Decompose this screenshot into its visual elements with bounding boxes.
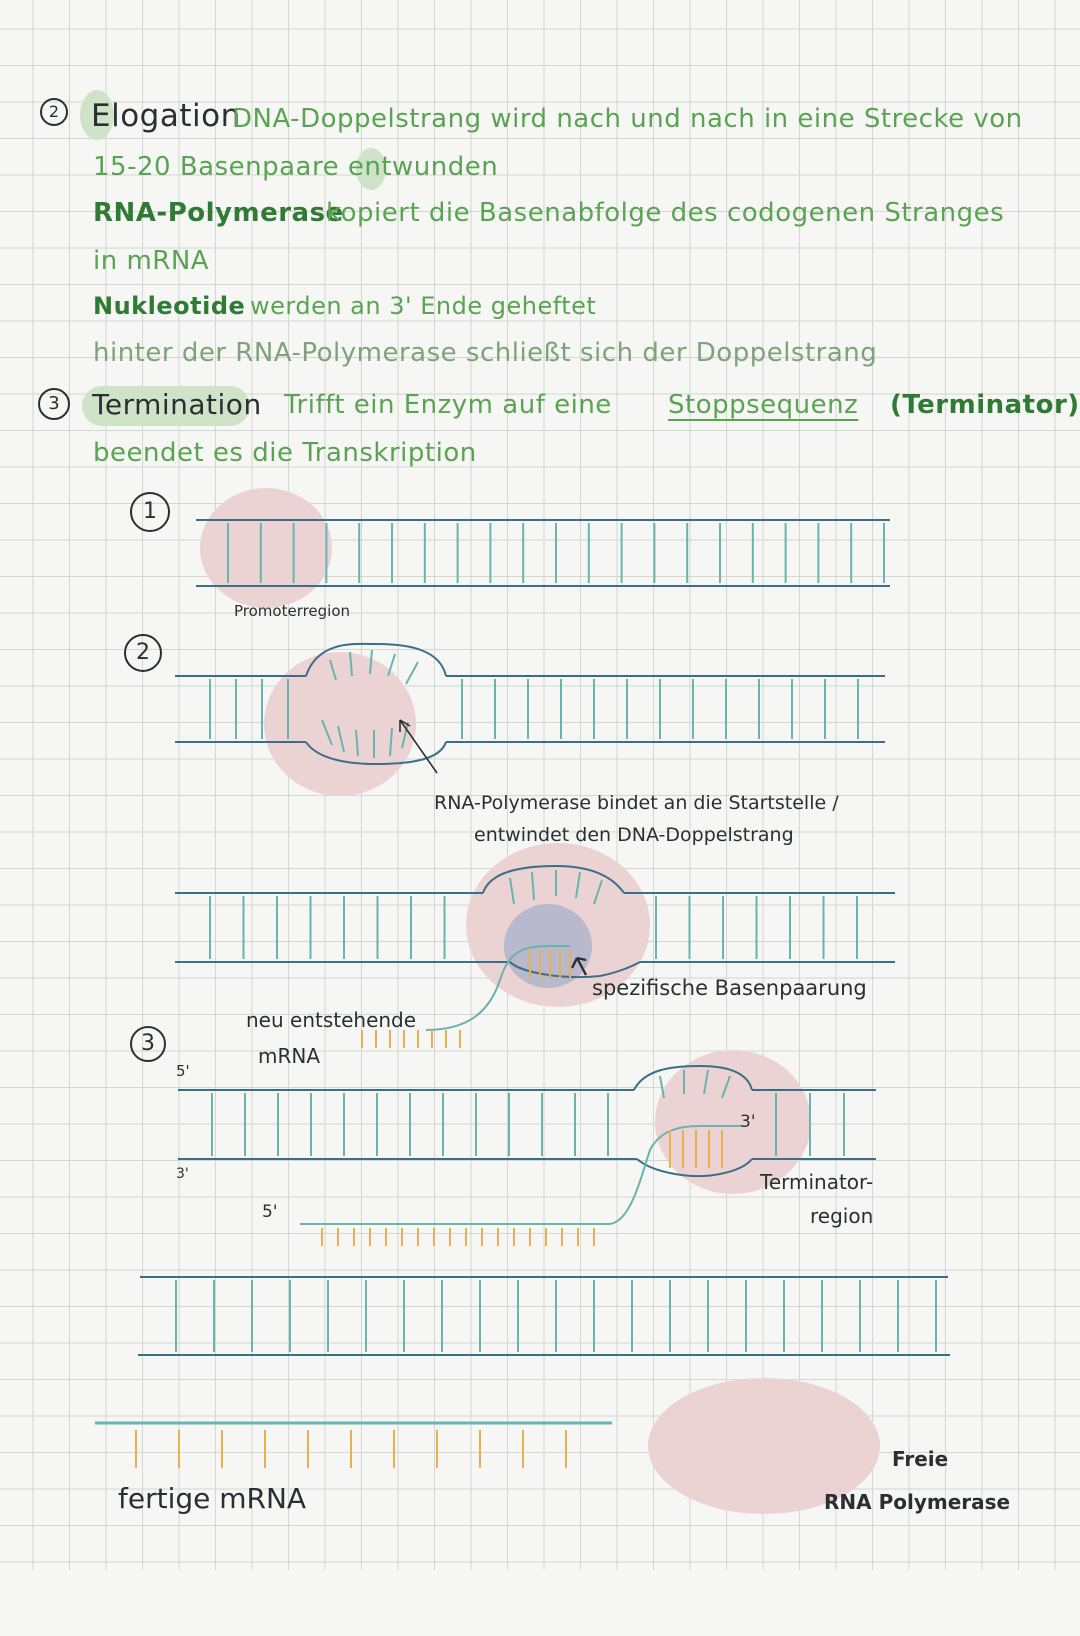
five-prime-top-label: 5' <box>176 1062 190 1080</box>
promoter-label: Promoterregion <box>234 602 351 620</box>
rnap-binds-line-1: RNA-Polymerase bindet an die Startstelle / <box>434 792 839 814</box>
terminator-region-line-2: region <box>810 1204 874 1228</box>
finished-mrna-label: fertige mRNA <box>118 1482 307 1515</box>
rnap-binds-line-2: entwindet den DNA-Doppelstrang <box>474 824 794 846</box>
terminator-term: (Terminator) <box>890 390 1080 420</box>
new-mrna-line-1: neu entstehende <box>246 1008 417 1032</box>
polymerase-blob-step2 <box>264 652 416 796</box>
termination-line-2: beendet es die Transkription <box>93 438 477 468</box>
elongation-line-1: DNA-Doppelstrang wird nach und nach in eine Strecke von <box>232 104 1023 134</box>
finished-mrna <box>95 1423 612 1468</box>
dna-final <box>138 1277 950 1355</box>
free-polymerase-line-2: RNA Polymerase <box>824 1490 1011 1514</box>
termination-heading: Termination <box>92 388 262 421</box>
three-prime-bottom-label: 3' <box>176 1166 189 1182</box>
step-3-number: 3 <box>130 1026 166 1062</box>
polymerase-blob-step1 <box>200 488 332 608</box>
elongation-line-5: werden an 3' Ende geheftet <box>250 292 597 320</box>
elongation-line-6: hinter der RNA-Polymerase schließt sich der Doppelstrang <box>93 338 878 368</box>
step-2-number: 2 <box>124 634 162 672</box>
step-1-number: 1 <box>130 492 170 532</box>
section-3-number: 3 <box>38 388 70 420</box>
terminator-region-line-1: Terminator- <box>760 1170 874 1194</box>
new-mrna-line-2: mRNA <box>258 1044 321 1068</box>
elongation-line-4: in mRNA <box>93 246 210 276</box>
stop-sequence: Stoppsequenz <box>668 390 859 420</box>
pairing-label: spezifische Basenpaarung <box>592 976 867 1000</box>
elongation-heading: Elogation <box>91 98 241 134</box>
elongation-line-2: 15-20 Basenpaare entwunden <box>93 152 499 182</box>
rna-polymerase-term: RNA-Polymerase <box>93 198 344 228</box>
page-bottom-margin <box>0 1570 1080 1636</box>
nucleotide-term: Nukleotide <box>93 292 246 320</box>
section-2-number: 2 <box>40 98 68 126</box>
elongation-line-3: kopiert die Basenabfolge des codogenen Stranges <box>326 198 1005 228</box>
termination-line-1: Trifft ein Enzym auf eine <box>284 390 612 420</box>
three-prime-rna-label: 3' <box>740 1112 756 1132</box>
free-polymerase-line-1: Freie <box>892 1447 949 1471</box>
five-prime-rna-label: 5' <box>262 1202 278 1222</box>
